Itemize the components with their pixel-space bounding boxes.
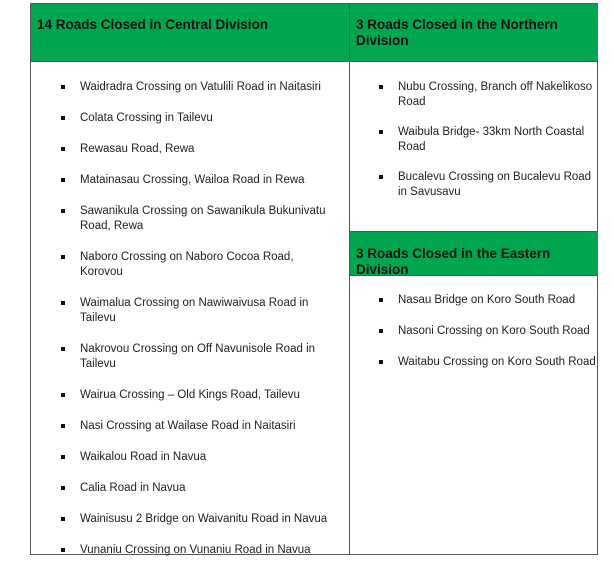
- central-closures-list: [31, 80, 331, 574]
- northern-closures-list: [350, 80, 596, 215]
- list-item: Colata Crossing in Tailevu: [31, 111, 331, 126]
- list-item: Waikalou Road in Navua: [31, 450, 331, 465]
- list-item: Sawanikula Crossing on Sawanikula Bukunivatu Road, Rewa: [31, 204, 331, 234]
- list-item: Waimalua Crossing on Nawiwaivusa Road in Tailevu: [31, 296, 331, 326]
- list-item: Wairua Crossing – Old Kings Road, Tailevu: [31, 388, 331, 403]
- list-item: Nubu Crossing, Branch off Nakelikoso Road: [350, 80, 596, 110]
- list-item: Rewasau Road, Rewa: [31, 142, 331, 157]
- eastern-closures-list: [350, 293, 596, 386]
- eastern-division-header: 3 Roads Closed in the Eastern Division: [350, 231, 598, 276]
- list-item: Waidradra Crossing on Vatulili Road in Naitasiri: [31, 80, 331, 95]
- list-item: Nasoni Crossing on Koro South Road: [350, 324, 596, 339]
- list-item: Waitabu Crossing on Koro South Road: [350, 355, 596, 370]
- list-item: Naboro Crossing on Naboro Cocoa Road, Korovou: [31, 250, 331, 280]
- central-division-header: 14 Roads Closed in Central Division: [31, 4, 349, 62]
- list-item: Bucalevu Crossing on Bucalevu Road in Savusavu: [350, 170, 596, 200]
- list-item: Nasau Bridge on Koro South Road: [350, 293, 596, 308]
- road-closures-table: [30, 3, 598, 555]
- list-item: Matainasau Crossing, Wailoa Road in Rewa: [31, 173, 331, 188]
- list-item: Nakrovou Crossing on Off Navunisole Road in Tailevu: [31, 342, 331, 372]
- list-item: Nasi Crossing at Wailase Road in Naitasiri: [31, 419, 331, 434]
- list-item: Waibula Bridge- 33km North Coastal Road: [350, 125, 596, 155]
- list-item: Vunaniu Crossing on Vunaniu Road in Navua: [31, 543, 331, 558]
- northern-division-header: 3 Roads Closed in the Northern Division: [350, 4, 598, 62]
- list-item: Wainisusu 2 Bridge on Waivanitu Road in Navua: [31, 512, 331, 527]
- list-item: Calia Road in Navua: [31, 481, 331, 496]
